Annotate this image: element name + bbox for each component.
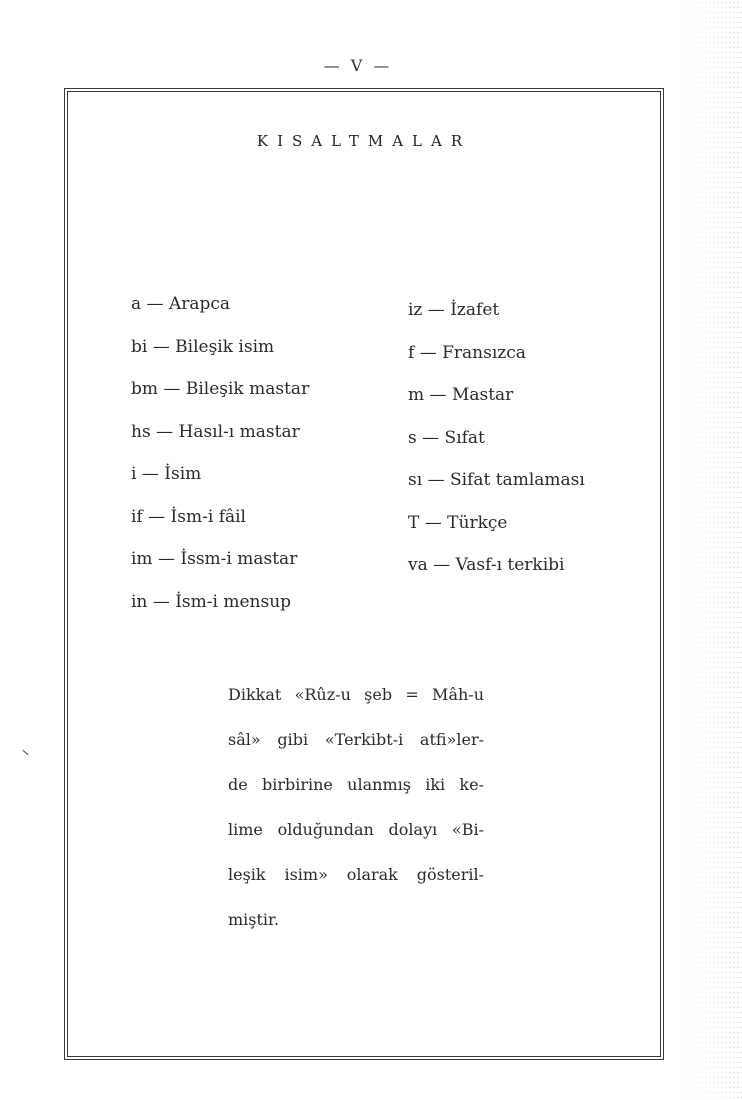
abbreviation-entry: T — Türkçe — [408, 512, 508, 533]
abbreviation-code: iz — [408, 300, 423, 320]
abbreviation-entry: if — İsm-i fâil — [131, 506, 246, 527]
abbreviation-meaning: İssm-i mastar — [180, 549, 298, 569]
note-line: sâl» gibi «Terkibt-i atfi»ler- — [228, 730, 484, 749]
abbreviation-meaning: Vasf-ı terkibi — [455, 555, 565, 575]
abbreviation-entry: sı — Sifat tamlaması — [408, 470, 585, 490]
abbreviation-entry: in — İsm-i mensup — [131, 591, 292, 612]
note-line: leşik isim» olarak gösteril- — [228, 865, 484, 884]
abbreviation-meaning: Hasıl-ı mastar — [178, 421, 300, 442]
abbreviation-meaning: Bileşik isim — [175, 336, 275, 357]
abbreviation-entry: m — Mastar — [408, 385, 514, 405]
abbreviation-entry: im — İssm-i mastar — [131, 549, 298, 569]
abbreviation-code: sı — [408, 470, 423, 490]
note-line: de birbirine ulanmış iki ke- — [228, 775, 484, 794]
abbreviation-entry: bm — Bileşik mastar — [131, 379, 310, 399]
abbreviation-code: i — [131, 464, 137, 484]
abbreviation-meaning: İsim — [164, 464, 202, 484]
abbreviation-code: if — [131, 506, 143, 527]
scan-speckle — [672, 0, 742, 1100]
scan-mark — [22, 750, 28, 755]
abbreviation-meaning: Arapca — [168, 294, 231, 314]
page-title: KISALTMALAR — [256, 132, 472, 150]
page-number: — V — — [323, 56, 393, 75]
abbreviation-entry: i — İsim — [131, 464, 202, 484]
note-line: lime olduğundan dolayı «Bi- — [228, 820, 484, 839]
abbreviation-list-right — [408, 300, 585, 598]
note-paragraph — [228, 672, 484, 942]
abbreviation-meaning: Fransızca — [442, 342, 526, 363]
abbreviation-list-left — [131, 294, 309, 634]
abbreviation-code: im — [131, 549, 153, 569]
abbreviation-meaning: İzafet — [450, 300, 500, 320]
abbreviation-code: s — [408, 427, 417, 448]
abbreviation-meaning: İsm-i mensup — [175, 591, 292, 612]
abbreviation-code: in — [131, 591, 148, 612]
note-line: miştir. — [228, 910, 280, 929]
abbreviation-code: a — [131, 294, 142, 314]
abbreviation-code: m — [408, 385, 425, 405]
abbreviation-entry: f — Fransızca — [408, 342, 526, 363]
abbreviation-meaning: Bileşik mastar — [185, 379, 310, 399]
abbreviation-code: bi — [131, 336, 148, 357]
abbreviation-entry: s — Sıfat — [408, 427, 485, 448]
abbreviation-entry: iz — İzafet — [408, 300, 500, 320]
abbreviation-code: va — [408, 555, 428, 575]
abbreviation-meaning: Sifat tamlaması — [449, 470, 585, 490]
abbreviation-code: bm — [131, 379, 159, 399]
abbreviation-entry: hs — Hasıl-ı mastar — [131, 421, 300, 442]
abbreviation-entry: a — Arapca — [131, 294, 231, 314]
abbreviation-meaning: Sıfat — [444, 427, 485, 448]
abbreviation-entry: va — Vasf-ı terkibi — [408, 555, 565, 575]
abbreviation-meaning: Mastar — [451, 385, 514, 405]
abbreviation-meaning: Türkçe — [447, 512, 508, 533]
abbreviation-code: T — [408, 512, 420, 533]
abbreviation-meaning: İsm-i fâil — [170, 506, 246, 527]
abbreviation-code: f — [408, 342, 415, 363]
note-line: Dikkat «Rûz-u şeb = Mâh-u — [228, 685, 484, 704]
abbreviation-entry: bi — Bileşik isim — [131, 336, 275, 357]
abbreviation-code: hs — [131, 421, 151, 442]
